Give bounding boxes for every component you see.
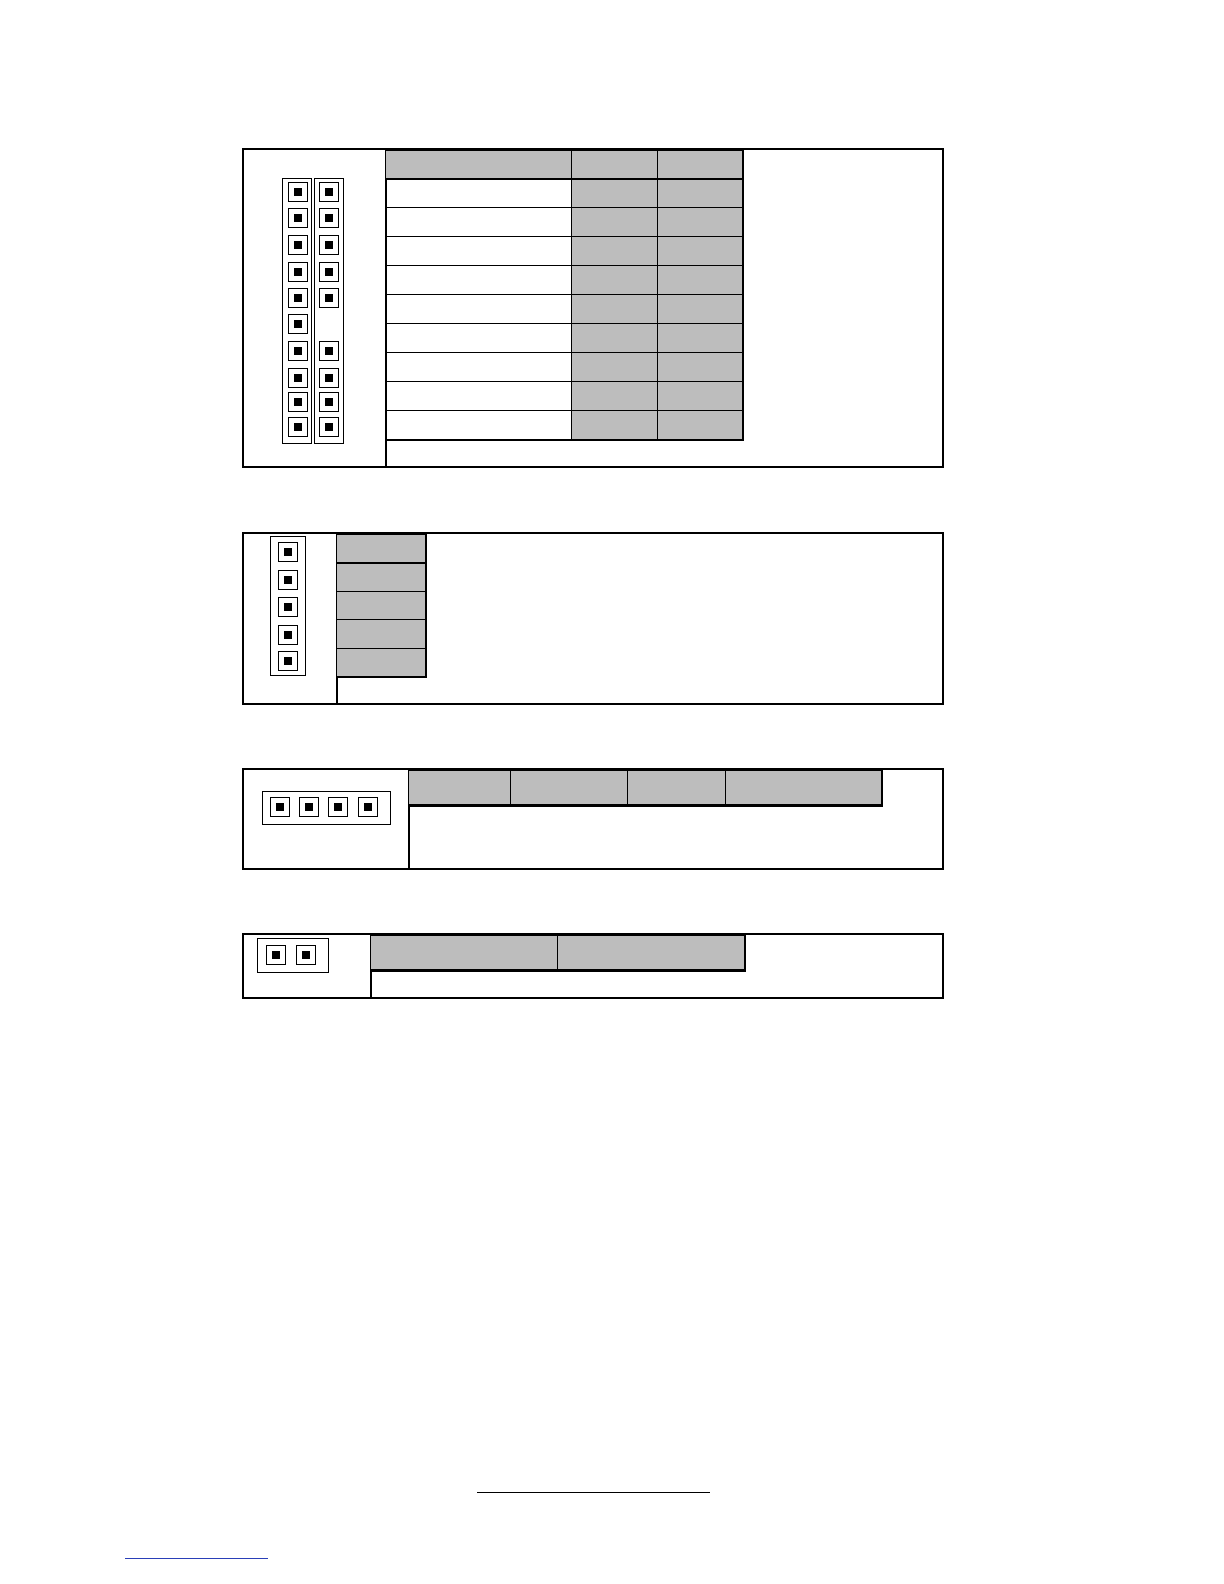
table-cell bbox=[337, 535, 426, 563]
pin-table-2 bbox=[242, 532, 944, 705]
table-cell bbox=[386, 382, 572, 411]
table-cell bbox=[572, 295, 658, 324]
table-cell bbox=[658, 440, 743, 441]
header-cell bbox=[743, 151, 744, 179]
embossed-cell bbox=[422, 812, 500, 850]
table-cell bbox=[572, 411, 658, 440]
table-cell bbox=[658, 353, 743, 382]
table-cell bbox=[658, 382, 743, 411]
table-cell bbox=[743, 324, 744, 353]
table-cell bbox=[658, 237, 743, 266]
table-cell bbox=[572, 353, 658, 382]
pin-table-3 bbox=[242, 768, 944, 870]
header-cell bbox=[386, 151, 572, 179]
connector-diagram-2 bbox=[244, 534, 338, 703]
table-cell bbox=[745, 970, 746, 972]
table-cell bbox=[426, 649, 427, 677]
table-cell bbox=[337, 620, 426, 649]
pin-icon bbox=[278, 597, 298, 617]
table-cell bbox=[558, 936, 745, 970]
pin-icon bbox=[288, 341, 308, 361]
footer-link-underline[interactable] bbox=[125, 1558, 268, 1559]
table-cell bbox=[337, 563, 426, 592]
table-cell bbox=[743, 237, 744, 266]
pin-table-1 bbox=[242, 148, 944, 468]
table-cell bbox=[658, 295, 743, 324]
pin-icon bbox=[319, 368, 339, 388]
table-cell bbox=[386, 208, 572, 237]
table-cell bbox=[743, 353, 744, 382]
pin-icon bbox=[299, 797, 319, 817]
table-cell bbox=[386, 324, 572, 353]
table-cell bbox=[337, 592, 426, 620]
table-cell bbox=[572, 266, 658, 295]
pin-icon bbox=[288, 262, 308, 282]
pin-icon bbox=[288, 392, 308, 412]
table-cell bbox=[572, 324, 658, 353]
table-cell bbox=[726, 771, 882, 805]
table-cell bbox=[371, 970, 558, 972]
table-cell bbox=[558, 970, 745, 972]
table-cell bbox=[726, 805, 882, 807]
table-cell bbox=[511, 805, 628, 807]
table-cell bbox=[743, 295, 744, 324]
connector-diagram-4 bbox=[244, 935, 372, 997]
pin-icon bbox=[288, 417, 308, 437]
table-cell bbox=[628, 805, 726, 807]
pin-icon bbox=[278, 542, 298, 562]
table-cell bbox=[745, 936, 746, 970]
table-cell bbox=[572, 382, 658, 411]
table-cell bbox=[743, 179, 744, 208]
table-cell bbox=[572, 237, 658, 266]
table-cell bbox=[371, 936, 558, 970]
table-cell bbox=[386, 353, 572, 382]
table-cell bbox=[337, 649, 426, 677]
table-cell bbox=[386, 237, 572, 266]
table-cell bbox=[511, 771, 628, 805]
table-cell bbox=[658, 411, 743, 440]
pin-icon bbox=[319, 235, 339, 255]
table-cell bbox=[426, 592, 427, 620]
table-cell bbox=[409, 771, 511, 805]
table-cell bbox=[743, 411, 744, 440]
table-cell bbox=[386, 295, 572, 324]
table-cell bbox=[337, 677, 426, 678]
table-cell bbox=[882, 805, 883, 807]
pin-icon bbox=[319, 182, 339, 202]
table-cell bbox=[628, 771, 726, 805]
table-cell bbox=[426, 677, 427, 678]
pin-icon bbox=[278, 570, 298, 590]
connector-diagram-1 bbox=[244, 150, 387, 466]
table-cell bbox=[426, 563, 427, 592]
table-cell bbox=[743, 440, 744, 441]
table-cell bbox=[658, 179, 743, 208]
table-cell bbox=[386, 266, 572, 295]
pin-icon bbox=[319, 262, 339, 282]
table-cell bbox=[572, 179, 658, 208]
pin-grid-3 bbox=[408, 770, 883, 807]
table-cell bbox=[426, 535, 427, 563]
pin-icon bbox=[358, 797, 378, 817]
header-cell bbox=[658, 151, 743, 179]
pin-icon bbox=[266, 945, 286, 965]
table-cell bbox=[743, 266, 744, 295]
table-cell bbox=[386, 411, 572, 440]
table-cell bbox=[409, 805, 511, 807]
pin-grid-1 bbox=[385, 150, 744, 441]
pin-icon bbox=[278, 651, 298, 671]
pin-icon bbox=[288, 182, 308, 202]
pin-icon bbox=[319, 208, 339, 228]
table-cell bbox=[386, 440, 572, 441]
table-cell bbox=[658, 208, 743, 237]
table-cell bbox=[882, 771, 883, 805]
pin-icon bbox=[319, 417, 339, 437]
pin-icon bbox=[278, 625, 298, 645]
pin-icon bbox=[288, 314, 308, 334]
pin-icon bbox=[288, 208, 308, 228]
pin-table-4 bbox=[242, 933, 944, 999]
table-cell bbox=[386, 179, 572, 208]
pin-icon bbox=[319, 288, 339, 308]
pin-icon bbox=[319, 392, 339, 412]
pin-grid-2 bbox=[336, 534, 427, 678]
pin-icon bbox=[288, 288, 308, 308]
pin-icon bbox=[270, 797, 290, 817]
header-cell bbox=[572, 151, 658, 179]
pin-icon bbox=[296, 945, 316, 965]
pin-icon bbox=[328, 797, 348, 817]
pin-icon bbox=[319, 341, 339, 361]
table-cell bbox=[426, 620, 427, 649]
pin-grid-4 bbox=[370, 935, 746, 972]
table-cell bbox=[743, 208, 744, 237]
table-cell bbox=[743, 382, 744, 411]
table-cell bbox=[572, 208, 658, 237]
table-cell bbox=[572, 440, 658, 441]
pin-icon bbox=[288, 368, 308, 388]
table-cell bbox=[658, 266, 743, 295]
footer-rule bbox=[477, 1492, 710, 1493]
table-cell bbox=[658, 324, 743, 353]
pin-icon bbox=[288, 235, 308, 255]
connector-diagram-3 bbox=[244, 770, 410, 868]
